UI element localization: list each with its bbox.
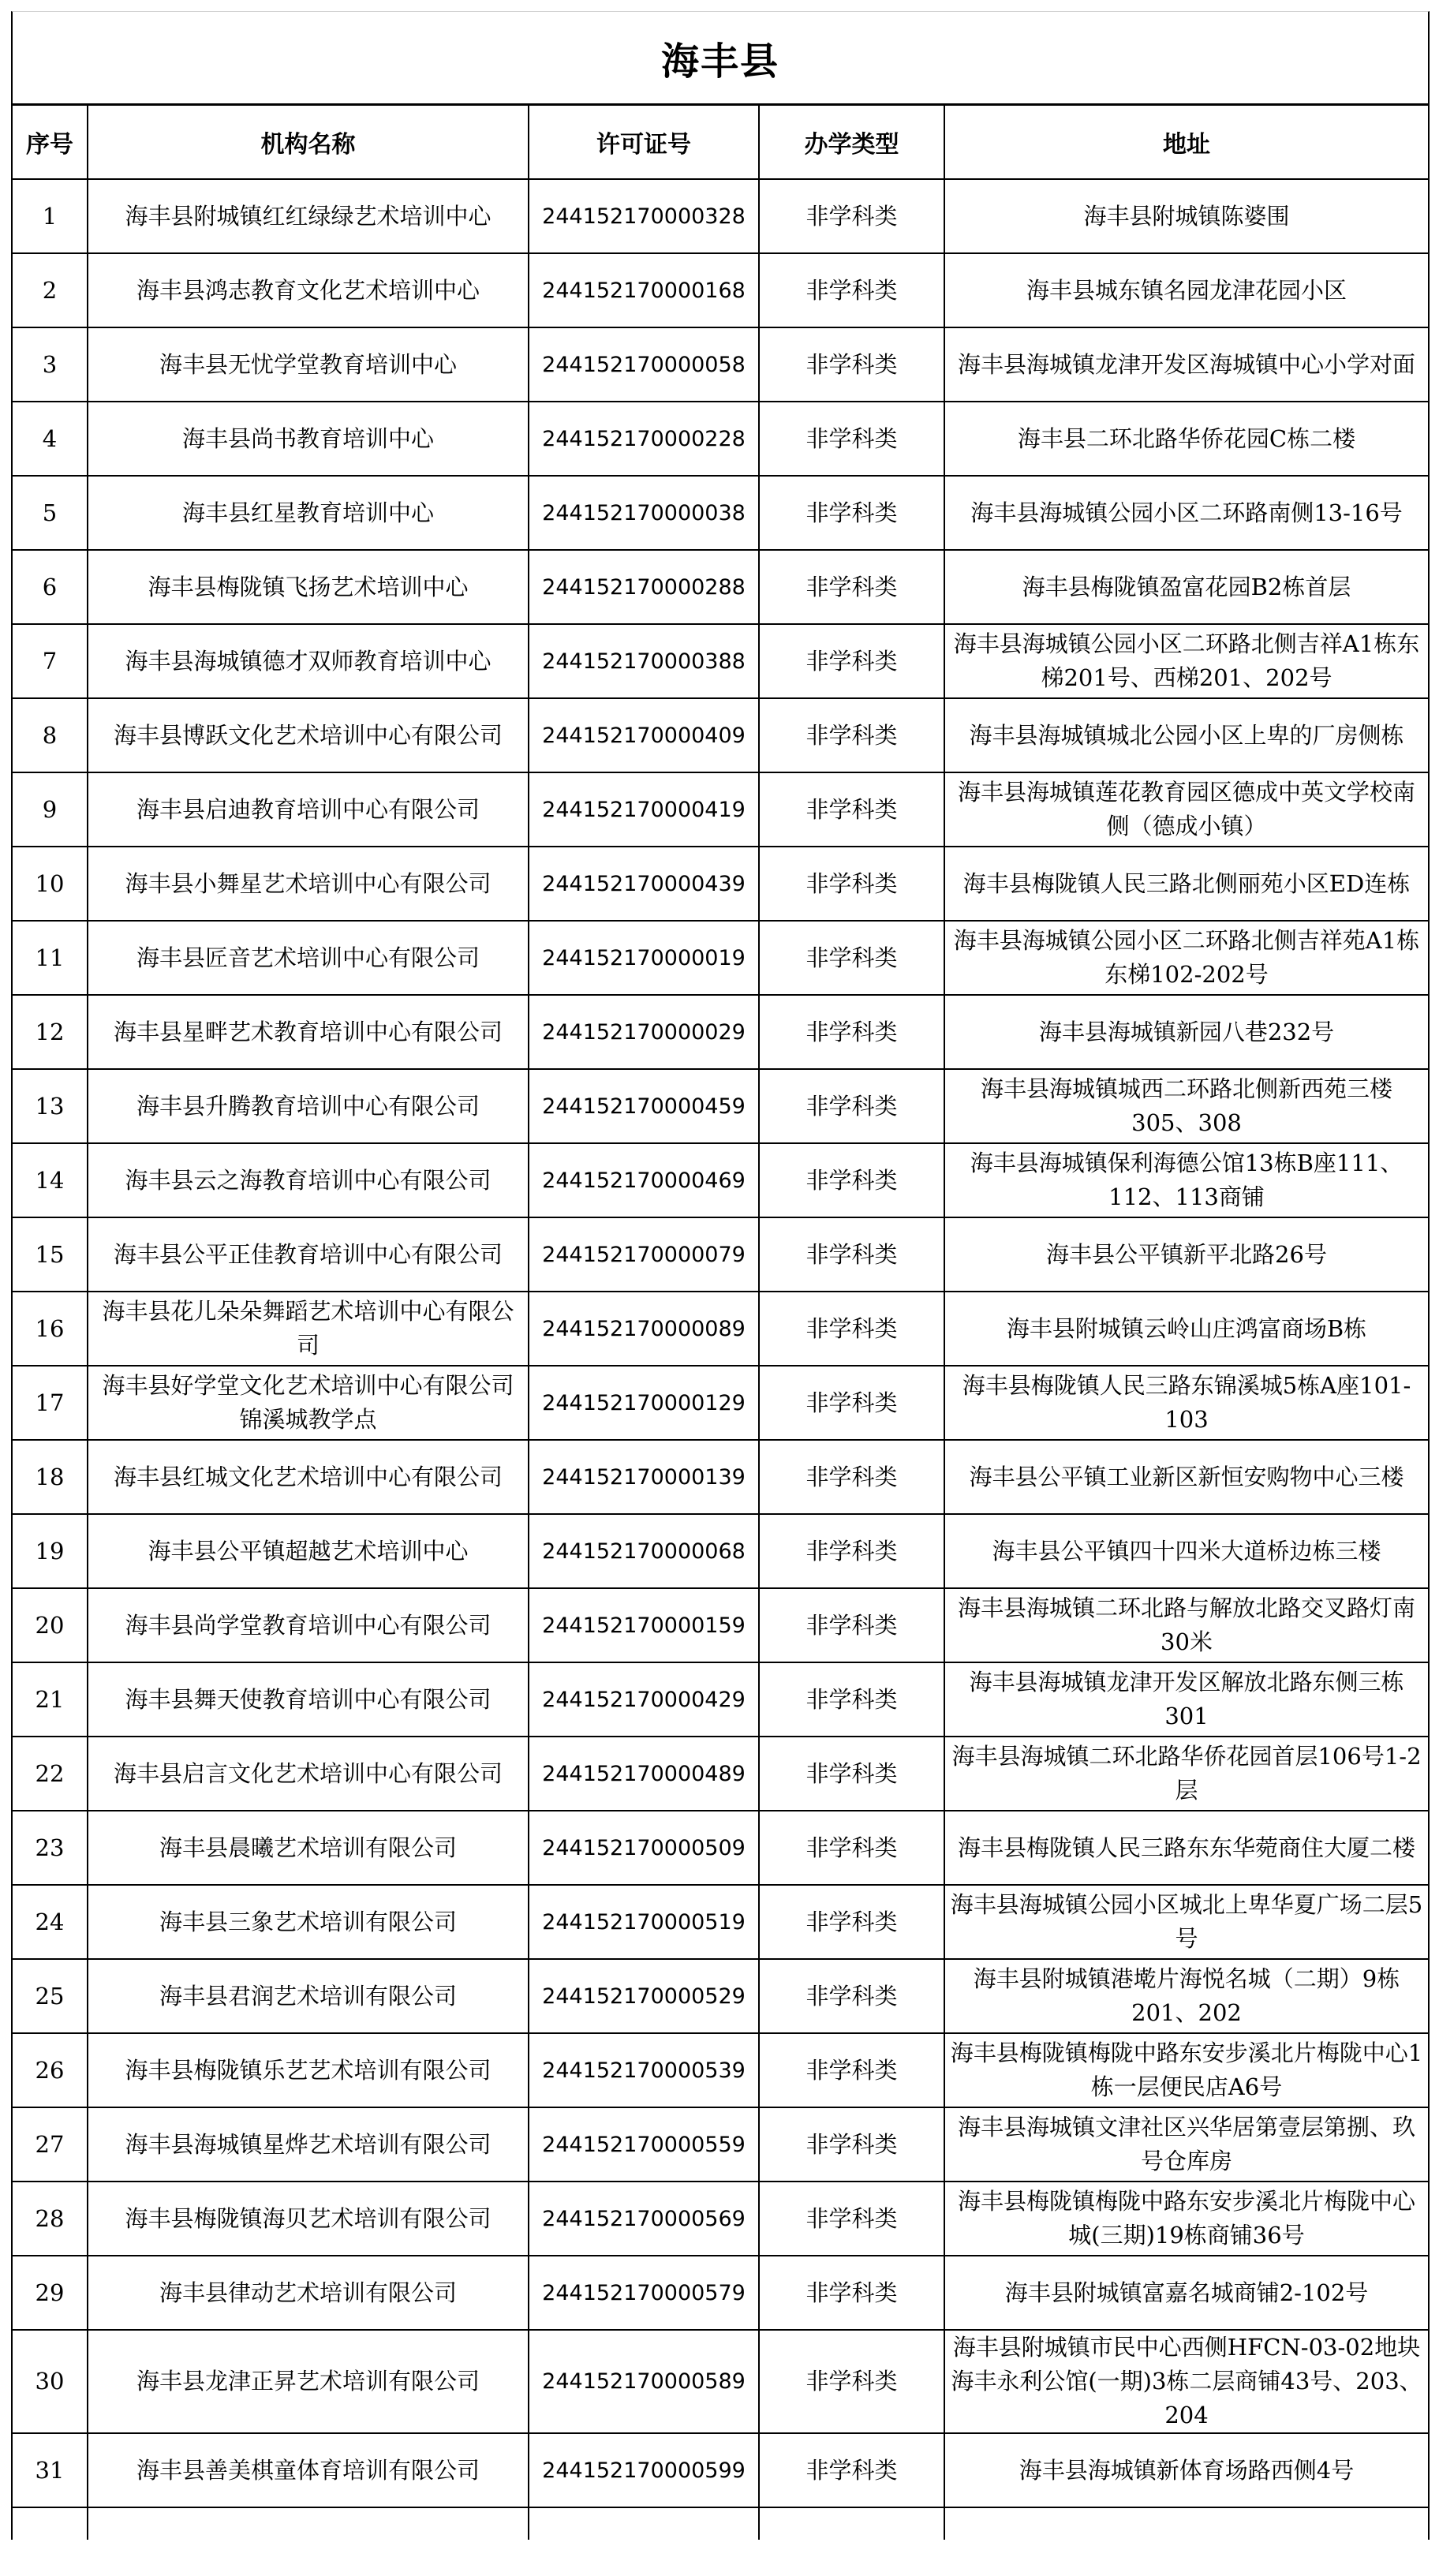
- cell-name: 海丰县尚学堂教育培训中心有限公司: [88, 1588, 529, 1662]
- table-row: [13, 1069, 1428, 1143]
- cell-type: 非学科类: [759, 402, 944, 476]
- cell-type: 非学科类: [759, 2433, 944, 2507]
- cell-name: 海丰县好学堂文化艺术培训中心有限公司锦溪城教学点: [88, 1366, 529, 1440]
- table-row: [13, 1514, 1428, 1588]
- cell-address: 海丰县海城镇公园小区二环路北侧吉祥A1栋东梯201号、西梯201、202号: [944, 624, 1428, 698]
- cell-address: 海丰县海城镇新园八巷232号: [944, 995, 1428, 1069]
- table-row: [13, 847, 1428, 921]
- table-row: [13, 550, 1428, 624]
- table-body: [13, 179, 1428, 2540]
- cell-license: 244152170000058: [529, 327, 759, 402]
- cell-address: 海丰县海城镇二环北路与解放北路交叉路灯南30米: [944, 1588, 1428, 1662]
- cell-no: 3: [13, 327, 88, 402]
- cell-type: 非学科类: [759, 1737, 944, 1811]
- table-row: [13, 1662, 1428, 1737]
- cell-address: 海丰县二环北路华侨花园C栋二楼: [944, 402, 1428, 476]
- cell-name: 海丰县君润艺术培训有限公司: [88, 1959, 529, 2033]
- table-row: [13, 1143, 1428, 1217]
- cell-name: 海丰县海城镇德才双师教育培训中心: [88, 624, 529, 698]
- cell-empty: [13, 2507, 88, 2540]
- cell-address: 海丰县海城镇二环北路华侨花园首层106号1-2层: [944, 1737, 1428, 1811]
- column-header-address: 地址: [944, 106, 1428, 179]
- cell-name: 海丰县附城镇红红绿绿艺术培训中心: [88, 179, 529, 253]
- page-title: 海丰县: [13, 12, 1428, 106]
- cell-type: 非学科类: [759, 1143, 944, 1217]
- cell-name: 海丰县星畔艺术教育培训中心有限公司: [88, 995, 529, 1069]
- cell-address: 海丰县城东镇名园龙津花园小区: [944, 253, 1428, 327]
- cell-type: 非学科类: [759, 698, 944, 772]
- table-row: [13, 2107, 1428, 2182]
- cell-address: 海丰县海城镇公园小区二环路北侧吉祥苑A1栋东梯102-202号: [944, 921, 1428, 995]
- cell-type: 非学科类: [759, 1292, 944, 1366]
- table-row: [13, 1217, 1428, 1292]
- cell-type: 非学科类: [759, 921, 944, 995]
- cell-name: 海丰县红星教育培训中心: [88, 476, 529, 550]
- cell-address: 海丰县海城镇保利海德公馆13栋B座111、112、113商铺: [944, 1143, 1428, 1217]
- cell-type: 非学科类: [759, 847, 944, 921]
- cell-name: 海丰县启言文化艺术培训中心有限公司: [88, 1737, 529, 1811]
- cell-no: 8: [13, 698, 88, 772]
- cell-address: 海丰县公平镇四十四米大道桥边栋三楼: [944, 1514, 1428, 1588]
- table-row: [13, 327, 1428, 402]
- cell-type: 非学科类: [759, 995, 944, 1069]
- table-row: [13, 179, 1428, 253]
- cell-name: 海丰县无忧学堂教育培训中心: [88, 327, 529, 402]
- cell-no: 29: [13, 2256, 88, 2330]
- cell-name: 海丰县公平镇超越艺术培训中心: [88, 1514, 529, 1588]
- cell-no: 4: [13, 402, 88, 476]
- cell-no: 28: [13, 2182, 88, 2256]
- cell-name: 海丰县三象艺术培训有限公司: [88, 1885, 529, 1959]
- cell-name: 海丰县梅陇镇海贝艺术培训有限公司: [88, 2182, 529, 2256]
- cell-name: 海丰县启迪教育培训中心有限公司: [88, 772, 529, 847]
- cell-type: 非学科类: [759, 2033, 944, 2107]
- cell-no: 14: [13, 1143, 88, 1217]
- cell-address: 海丰县海城镇莲花教育园区德成中英文学校南侧（德成小镇）: [944, 772, 1428, 847]
- table-row: [13, 1440, 1428, 1514]
- cell-license: 244152170000559: [529, 2107, 759, 2182]
- column-header-license: 许可证号: [529, 106, 759, 179]
- cell-address: 海丰县附城镇云岭山庄鸿富商场B栋: [944, 1292, 1428, 1366]
- cell-license: 244152170000168: [529, 253, 759, 327]
- table-row: [13, 2182, 1428, 2256]
- column-header-type: 办学类型: [759, 106, 944, 179]
- cell-type: 非学科类: [759, 1811, 944, 1885]
- cell-name: 海丰县升腾教育培训中心有限公司: [88, 1069, 529, 1143]
- table-row: [13, 1959, 1428, 2033]
- cell-type: 非学科类: [759, 1217, 944, 1292]
- table-row: [13, 2330, 1428, 2433]
- cell-address: 海丰县海城镇公园小区二环路南侧13-16号: [944, 476, 1428, 550]
- cell-type: 非学科类: [759, 1440, 944, 1514]
- cell-name: 海丰县花儿朵朵舞蹈艺术培训中心有限公司: [88, 1292, 529, 1366]
- table-row: [13, 772, 1428, 847]
- table-row: [13, 921, 1428, 995]
- table-row: [13, 476, 1428, 550]
- cell-no: 6: [13, 550, 88, 624]
- cell-no: 17: [13, 1366, 88, 1440]
- cell-no: 22: [13, 1737, 88, 1811]
- cell-address: 海丰县附城镇陈婆围: [944, 179, 1428, 253]
- table-row: [13, 1811, 1428, 1885]
- cell-name: 海丰县公平正佳教育培训中心有限公司: [88, 1217, 529, 1292]
- cell-name: 海丰县鸿志教育文化艺术培训中心: [88, 253, 529, 327]
- cell-no: 9: [13, 772, 88, 847]
- cell-type: 非学科类: [759, 1514, 944, 1588]
- cell-name: 海丰县舞天使教育培训中心有限公司: [88, 1662, 529, 1737]
- cell-address: 海丰县海城镇城西二环路北侧新西苑三楼305、308: [944, 1069, 1428, 1143]
- cell-address: 海丰县梅陇镇人民三路东锦溪城5栋A座101-103: [944, 1366, 1428, 1440]
- cell-name: 海丰县晨曦艺术培训有限公司: [88, 1811, 529, 1885]
- cell-type: 非学科类: [759, 772, 944, 847]
- cell-type: 非学科类: [759, 1588, 944, 1662]
- cell-license: 244152170000228: [529, 402, 759, 476]
- cell-no: 15: [13, 1217, 88, 1292]
- cell-type: 非学科类: [759, 1885, 944, 1959]
- cell-license: 244152170000569: [529, 2182, 759, 2256]
- cell-address: 海丰县梅陇镇人民三路北侧丽苑小区ED连栋: [944, 847, 1428, 921]
- cell-no: 23: [13, 1811, 88, 1885]
- cell-no: 26: [13, 2033, 88, 2107]
- cell-license: 244152170000139: [529, 1440, 759, 1514]
- cell-type: 非学科类: [759, 550, 944, 624]
- cell-name: 海丰县龙津正昇艺术培训有限公司: [88, 2330, 529, 2433]
- cell-name: 海丰县海城镇星烨艺术培训有限公司: [88, 2107, 529, 2182]
- cell-address: 海丰县附城镇市民中心西侧HFCN-03-02地块海丰永利公馆(一期)3栋二层商铺43号、203、204: [944, 2330, 1428, 2433]
- cell-name: 海丰县尚书教育培训中心: [88, 402, 529, 476]
- cell-address: 海丰县海城镇龙津开发区解放北路东侧三栋301: [944, 1662, 1428, 1737]
- cell-type: 非学科类: [759, 179, 944, 253]
- table-row: [13, 253, 1428, 327]
- cell-type: 非学科类: [759, 1959, 944, 2033]
- cell-license: 244152170000129: [529, 1366, 759, 1440]
- cell-license: 244152170000388: [529, 624, 759, 698]
- cell-address: 海丰县附城镇富嘉名城商铺2-102号: [944, 2256, 1428, 2330]
- cell-address: 海丰县海城镇新体育场路西侧4号: [944, 2433, 1428, 2507]
- cell-license: 244152170000539: [529, 2033, 759, 2107]
- cell-type: 非学科类: [759, 2256, 944, 2330]
- table-header-row: [13, 106, 1428, 179]
- institution-table: [13, 106, 1428, 2540]
- cell-no: 7: [13, 624, 88, 698]
- cell-address: 海丰县公平镇工业新区新恒安购物中心三楼: [944, 1440, 1428, 1514]
- table-row: [13, 995, 1428, 1069]
- cell-address: 海丰县海城镇公园小区城北上卑华夏广场二层5号: [944, 1885, 1428, 1959]
- cell-address: 海丰县海城镇文津社区兴华居第壹层第捌、玖号仓库房: [944, 2107, 1428, 2182]
- cell-no: 1: [13, 179, 88, 253]
- cell-name: 海丰县梅陇镇飞扬艺术培训中心: [88, 550, 529, 624]
- cell-license: 244152170000068: [529, 1514, 759, 1588]
- cell-name: 海丰县律动艺术培训有限公司: [88, 2256, 529, 2330]
- table-row-empty: [13, 2507, 1428, 2540]
- cell-address: 海丰县梅陇镇人民三路东东华菀商住大厦二楼: [944, 1811, 1428, 1885]
- cell-no: 13: [13, 1069, 88, 1143]
- table-row: [13, 1885, 1428, 1959]
- cell-no: 30: [13, 2330, 88, 2433]
- cell-no: 20: [13, 1588, 88, 1662]
- cell-address: 海丰县梅陇镇梅陇中路东安步溪北片梅陇中心1栋一层便民店A6号: [944, 2033, 1428, 2107]
- cell-type: 非学科类: [759, 624, 944, 698]
- cell-license: 244152170000089: [529, 1292, 759, 1366]
- cell-address: 海丰县附城镇港墘片海悦名城（二期）9栋201、202: [944, 1959, 1428, 2033]
- cell-license: 244152170000529: [529, 1959, 759, 2033]
- table-row: [13, 2033, 1428, 2107]
- cell-no: 16: [13, 1292, 88, 1366]
- cell-no: 24: [13, 1885, 88, 1959]
- cell-address: 海丰县海城镇龙津开发区海城镇中心小学对面: [944, 327, 1428, 402]
- cell-license: 244152170000519: [529, 1885, 759, 1959]
- cell-license: 244152170000509: [529, 1811, 759, 1885]
- cell-license: 244152170000159: [529, 1588, 759, 1662]
- cell-no: 11: [13, 921, 88, 995]
- cell-license: 244152170000429: [529, 1662, 759, 1737]
- cell-name: 海丰县小舞星艺术培训中心有限公司: [88, 847, 529, 921]
- cell-license: 244152170000288: [529, 550, 759, 624]
- table-row: [13, 1292, 1428, 1366]
- cell-no: 31: [13, 2433, 88, 2507]
- cell-address: 海丰县梅陇镇盈富花园B2栋首层: [944, 550, 1428, 624]
- cell-name: 海丰县善美棋童体育培训有限公司: [88, 2433, 529, 2507]
- cell-no: 2: [13, 253, 88, 327]
- table-row: [13, 1588, 1428, 1662]
- cell-type: 非学科类: [759, 1366, 944, 1440]
- table-row: [13, 2256, 1428, 2330]
- cell-address: 海丰县公平镇新平北路26号: [944, 1217, 1428, 1292]
- table-row: [13, 1366, 1428, 1440]
- cell-license: 244152170000459: [529, 1069, 759, 1143]
- table-row: [13, 624, 1428, 698]
- cell-license: 244152170000079: [529, 1217, 759, 1292]
- cell-no: 25: [13, 1959, 88, 2033]
- table-row: [13, 698, 1428, 772]
- cell-type: 非学科类: [759, 253, 944, 327]
- cell-license: 244152170000419: [529, 772, 759, 847]
- cell-license: 244152170000409: [529, 698, 759, 772]
- cell-no: 27: [13, 2107, 88, 2182]
- table-row: [13, 1737, 1428, 1811]
- cell-license: 244152170000489: [529, 1737, 759, 1811]
- cell-no: 18: [13, 1440, 88, 1514]
- cell-empty: [88, 2507, 529, 2540]
- cell-no: 21: [13, 1662, 88, 1737]
- cell-license: 244152170000599: [529, 2433, 759, 2507]
- cell-name: 海丰县匠音艺术培训中心有限公司: [88, 921, 529, 995]
- cell-type: 非学科类: [759, 1662, 944, 1737]
- cell-type: 非学科类: [759, 2330, 944, 2433]
- cell-license: 244152170000019: [529, 921, 759, 995]
- spreadsheet: [11, 11, 1430, 2540]
- cell-no: 12: [13, 995, 88, 1069]
- cell-license: 244152170000038: [529, 476, 759, 550]
- cell-name: 海丰县梅陇镇乐艺艺术培训有限公司: [88, 2033, 529, 2107]
- cell-address: 海丰县海城镇城北公园小区上卑的厂房侧栋: [944, 698, 1428, 772]
- cell-no: 5: [13, 476, 88, 550]
- cell-name: 海丰县红城文化艺术培训中心有限公司: [88, 1440, 529, 1514]
- cell-license: 244152170000439: [529, 847, 759, 921]
- cell-license: 244152170000579: [529, 2256, 759, 2330]
- cell-name: 海丰县博跃文化艺术培训中心有限公司: [88, 698, 529, 772]
- cell-type: 非学科类: [759, 1069, 944, 1143]
- table-row: [13, 402, 1428, 476]
- cell-type: 非学科类: [759, 476, 944, 550]
- cell-empty: [759, 2507, 944, 2540]
- cell-type: 非学科类: [759, 2182, 944, 2256]
- cell-type: 非学科类: [759, 2107, 944, 2182]
- cell-no: 19: [13, 1514, 88, 1588]
- cell-empty: [944, 2507, 1428, 2540]
- cell-license: 244152170000029: [529, 995, 759, 1069]
- cell-license: 244152170000589: [529, 2330, 759, 2433]
- cell-empty: [529, 2507, 759, 2540]
- column-header-no: 序号: [13, 106, 88, 179]
- cell-type: 非学科类: [759, 327, 944, 402]
- column-header-name: 机构名称: [88, 106, 529, 179]
- cell-no: 10: [13, 847, 88, 921]
- cell-name: 海丰县云之海教育培训中心有限公司: [88, 1143, 529, 1217]
- cell-address: 海丰县梅陇镇梅陇中路东安步溪北片梅陇中心城(三期)19栋商铺36号: [944, 2182, 1428, 2256]
- table-row: [13, 2433, 1428, 2507]
- cell-license: 244152170000469: [529, 1143, 759, 1217]
- cell-license: 244152170000328: [529, 179, 759, 253]
